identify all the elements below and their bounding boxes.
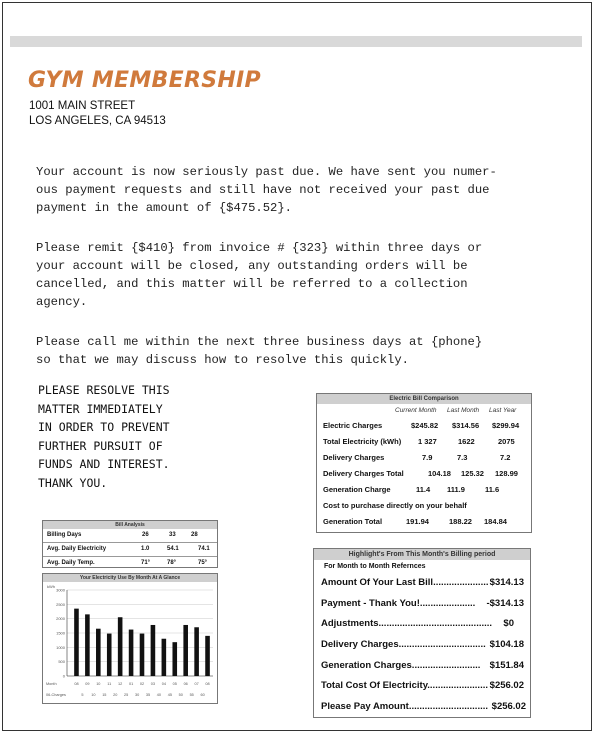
highlight-line [314, 635, 530, 656]
row-label: Generation Total [323, 517, 383, 526]
charges-row-value: 55 [189, 693, 194, 697]
charges-row-value: 30 [134, 693, 140, 697]
column-header: Last Year [489, 407, 517, 414]
usage-bar [85, 614, 90, 676]
table-row [317, 513, 531, 529]
charges-row-label: 06-Charges [46, 693, 66, 697]
cell: 184.84 [484, 517, 507, 526]
y-tick-label: 3000 [56, 587, 65, 593]
row-label: Electric Charges [323, 421, 383, 430]
y-tick-label: 500 [58, 659, 65, 665]
billing-highlights-box [313, 548, 531, 718]
x-tick-label: 09 [85, 682, 90, 686]
highlight-value: $314.13 [489, 577, 524, 588]
row-label: Delivery Charges [323, 453, 385, 462]
y-axis-label: kWh [47, 584, 55, 589]
x-tick-label: 07 [194, 682, 199, 686]
usage-bar [172, 642, 177, 676]
y-tick-label: 2000 [56, 616, 65, 622]
cell: $299.94 [492, 421, 520, 430]
highlight-value: -$314.13 [486, 597, 524, 609]
highlight-value: $151.84 [489, 659, 524, 671]
usage-bar [107, 634, 112, 676]
x-tick-label: 12 [118, 682, 123, 686]
charges-row-value: 15 [102, 693, 107, 697]
highlight-label: Total Cost Of Electricity....................... [321, 680, 488, 692]
cell: 74.1 [198, 546, 210, 552]
y-tick-label: 1000 [56, 644, 65, 650]
cell: 28 [191, 532, 198, 538]
charges-row-value: 45 [167, 693, 172, 697]
row-label: Avg. Daily Temp. [47, 560, 95, 566]
cell: 1622 [458, 437, 475, 446]
usage-bar [74, 609, 79, 676]
cell: $245.82 [411, 421, 439, 430]
x-tick-label: 08 [205, 682, 210, 686]
address-line-2: LOS ANGELES, CA 94513 [29, 115, 166, 127]
usage-bar [205, 636, 210, 676]
table-row [317, 433, 531, 449]
x-tick-label: 04 [161, 682, 166, 686]
row-label: Delivery Charges Total [323, 469, 404, 478]
x-tick-label: 11 [107, 682, 112, 686]
highlight-value: $104.18 [489, 639, 524, 651]
table-row [317, 465, 531, 481]
charges-row-value: 25 [124, 693, 129, 697]
cell: 11.4 [416, 485, 431, 494]
highlight-line [314, 594, 530, 615]
highlight-value: $256.02 [491, 701, 526, 713]
charges-row-value: 50 [178, 693, 183, 697]
usage-bar [183, 625, 188, 676]
highlight-label: Adjustments........................................... [321, 618, 493, 630]
row-label: Billing Days [47, 532, 82, 538]
cell: 7.3 [457, 453, 468, 462]
table-row [317, 417, 531, 433]
table-row [317, 449, 531, 465]
y-tick-label: 2500 [56, 601, 65, 607]
cell: 7.9 [422, 453, 433, 462]
column-header: Current Month [395, 407, 437, 414]
charges-row-value: 10 [91, 693, 96, 697]
x-tick-label: 08 [74, 682, 79, 686]
charges-row-value: 60 [200, 693, 205, 697]
cell: 78° [167, 560, 177, 566]
table-row [317, 497, 531, 513]
charges-row-value: 35 [145, 693, 151, 697]
highlight-label: Delivery Charges................................. [321, 639, 486, 651]
usage-bar-chart [43, 574, 219, 705]
x-tick-label: 01 [128, 682, 134, 686]
cell: 191.94 [406, 517, 429, 526]
address-line-1: 1001 MAIN STREET [29, 100, 136, 112]
table-title: Bill Analysis [43, 521, 217, 529]
highlight-line [314, 676, 530, 697]
resolve-notice: PLEASE RESOLVE THIS MATTER IMMEDIATELY IN ORDER TO PREVENT FURTHER PURSUIT OF FUNDS AND INTEREST. THANK YOU. [38, 383, 170, 490]
table-row [43, 529, 217, 543]
column-header: Last Month [447, 407, 480, 414]
row-label: Cost to purchase directly on your behalf [323, 501, 467, 510]
highlight-label: Please Pay Amount.............................. [321, 701, 489, 713]
cell: 75° [198, 560, 208, 566]
cell: 11.6 [485, 485, 500, 494]
highlight-line [314, 697, 530, 718]
usage-bar [140, 634, 145, 676]
usage-bar [129, 630, 134, 676]
cell: 33 [169, 532, 176, 538]
cell: 26 [142, 532, 149, 538]
x-tick-label: 05 [172, 682, 177, 686]
table-title: Electric Bill Comparison [317, 394, 531, 404]
highlight-label: Amount Of Your Last Bill..................... [321, 577, 489, 588]
electric-bill-comparison-table [316, 393, 532, 533]
letter-paragraph-3: Please call me within the next three business days at {phone} so that we may discuss how to resolve this quickly. [36, 335, 483, 367]
y-tick-label: 1500 [56, 630, 65, 636]
column-headers [317, 404, 531, 417]
usage-bar [118, 617, 123, 676]
cell: 1 327 [418, 437, 437, 446]
chart-title: Your Electricity Use By Month At A Glance [43, 574, 217, 582]
charges-row-value: 5 [81, 693, 84, 697]
table-row [43, 543, 217, 557]
y-tick-label: 0 [62, 673, 65, 679]
cell: 128.99 [495, 469, 518, 478]
cell: 125.32 [461, 469, 484, 478]
x-tick-label: 02 [139, 682, 145, 686]
cell: 7.2 [500, 453, 511, 462]
cell: 111.9 [447, 485, 465, 494]
letter-paragraph-1: Your account is now seriously past due. We have sent you numer- ous payment requests and still have not received your past due payment in the amount of {$475.52}. [36, 165, 497, 215]
table-row [43, 557, 217, 570]
highlight-line [314, 573, 530, 594]
month-row-label: Month [46, 682, 57, 686]
cell: 71° [141, 560, 151, 566]
usage-bar [162, 639, 167, 676]
usage-bar [194, 627, 199, 676]
highlight-label: Payment - Thank You!..................... [321, 597, 476, 609]
charges-row-value: 20 [113, 693, 118, 697]
row-label: Generation Charge [323, 485, 391, 494]
highlight-line [314, 614, 530, 635]
x-tick-label: 03 [150, 682, 156, 686]
letter-paragraph-2: Please remit {$410} from invoice # {323} within three days or your account will be closed, any outstanding orders will be cancelled, and this matter will be referred to a collection agency. [36, 241, 483, 309]
header-rule [10, 36, 582, 47]
highlights-subtitle: For Month to Month Refernces [324, 563, 426, 570]
x-tick-label: 10 [96, 682, 101, 686]
row-label: Avg. Daily Electricity [47, 546, 107, 552]
highlight-value: $0 [503, 618, 514, 630]
charges-row-value: 40 [156, 693, 162, 697]
table-row [317, 481, 531, 497]
electricity-usage-chart [42, 573, 218, 704]
usage-bar [151, 625, 156, 676]
cell: 104.18 [428, 469, 451, 478]
company-name: GYM MEMBERSHIP [28, 68, 261, 93]
x-tick-label: 06 [183, 682, 188, 686]
row-label: Total Electricity (kWh) [323, 437, 402, 446]
highlight-label: Generation Charges.......................... [321, 659, 481, 671]
cell: 188.22 [449, 517, 472, 526]
highlight-value: $256.02 [489, 680, 524, 692]
cell: 2075 [498, 437, 515, 446]
cell: 1.0 [141, 546, 150, 552]
highlights-title: Highlight's From This Month's Billing period [314, 549, 530, 560]
cell: $314.56 [452, 421, 480, 430]
usage-bar [96, 629, 101, 676]
bill-analysis-table [42, 520, 218, 568]
highlight-line [314, 656, 530, 677]
cell: 54.1 [167, 546, 179, 552]
